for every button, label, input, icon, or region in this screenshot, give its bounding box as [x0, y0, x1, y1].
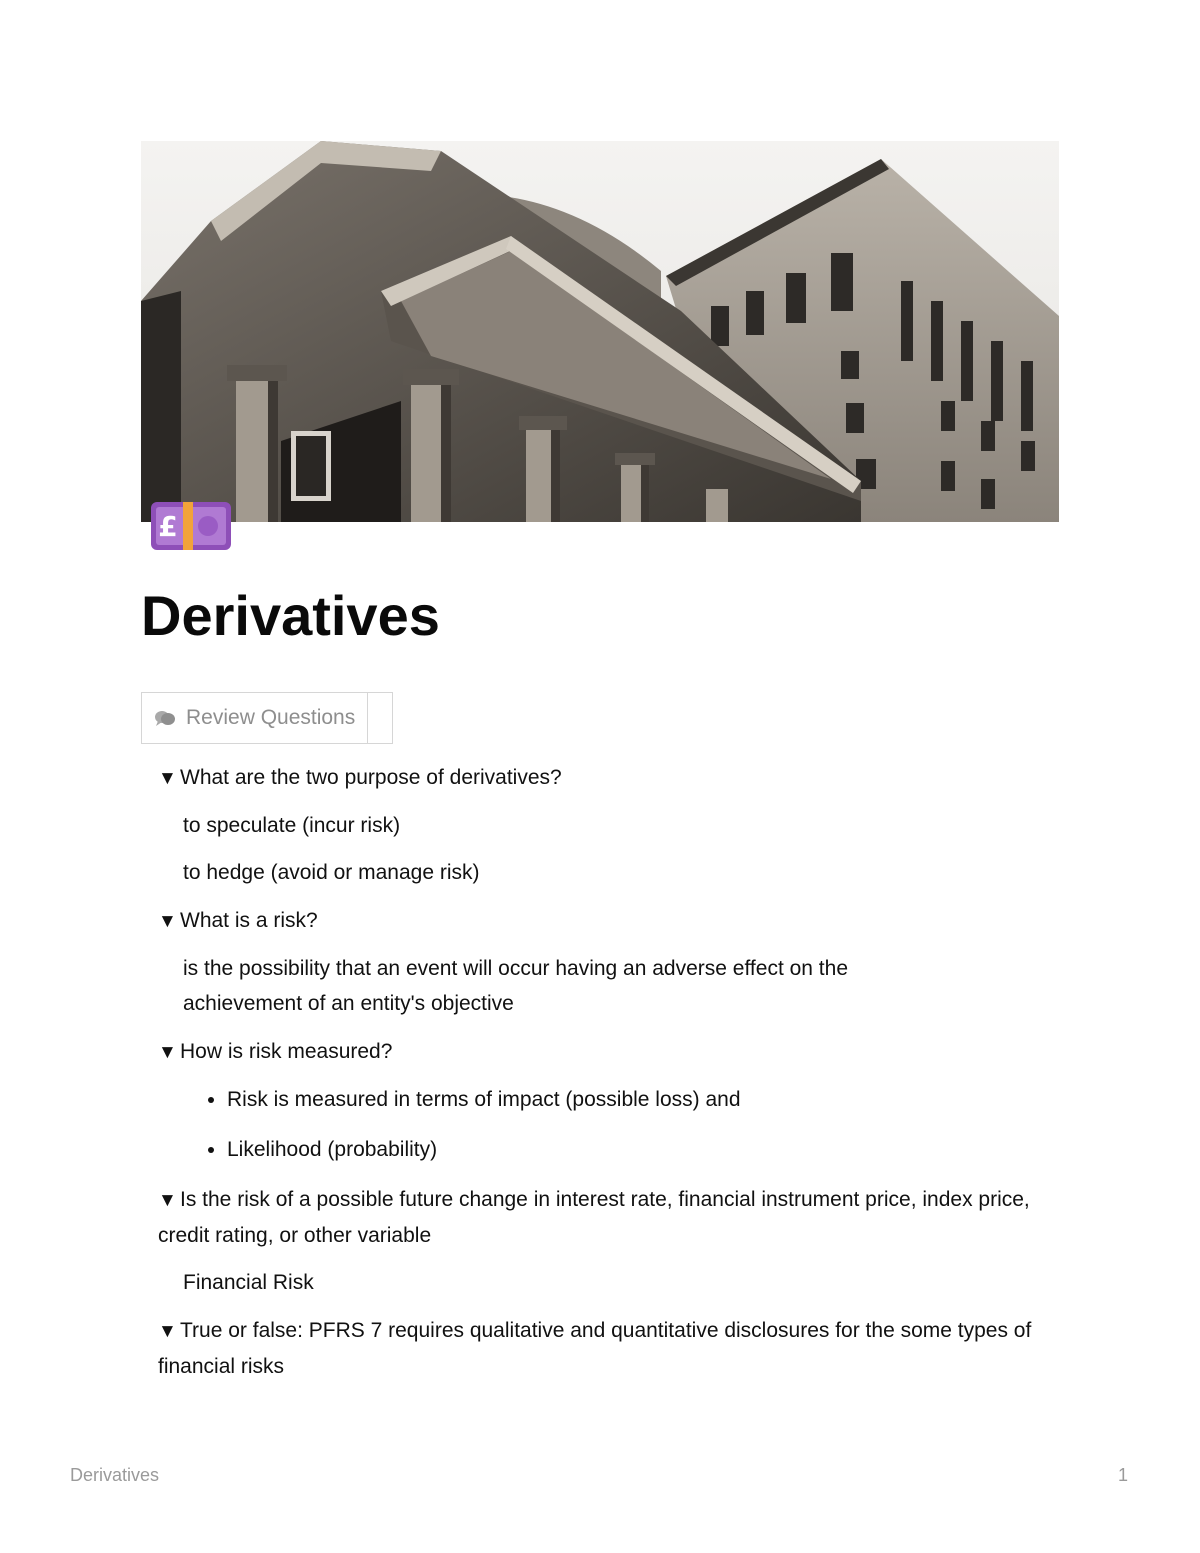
tag-empty-cell — [368, 693, 392, 743]
footer-title: Derivatives — [70, 1465, 160, 1485]
toggle-list — [158, 760, 1058, 1397]
answer-text: Financial Risk — [183, 1271, 314, 1294]
toggle-triangle-icon[interactable]: ▼ — [158, 768, 177, 789]
svg-text:£: £ — [158, 510, 178, 543]
tag-label: Review Questions — [186, 706, 356, 729]
toggle-question[interactable]: ▼ Is the risk of a possible future change in interest rate, financial instrument price, index price, credit rating, or other variable — [158, 1182, 1058, 1253]
toggle-triangle-icon[interactable]: ▼ — [158, 911, 177, 932]
page-number: 1 — [1118, 1465, 1129, 1485]
list-item: • Risk is measured in terms of impact (possible loss) and — [227, 1082, 1058, 1117]
toggle-triangle-icon[interactable]: ▼ — [158, 1190, 177, 1211]
toggle-answer — [158, 951, 1058, 1021]
tag-cell[interactable] — [142, 693, 368, 743]
toggle-block[interactable] — [158, 1313, 1058, 1384]
toggle-answer — [158, 808, 1058, 890]
cover-image — [141, 141, 1059, 522]
toggle-question[interactable]: ▼ What is a risk? — [158, 903, 1058, 939]
toggle-question[interactable]: ▼ What are the two purpose of derivatives? — [158, 760, 1058, 796]
toggle-question[interactable]: ▼ How is risk measured? — [158, 1034, 1058, 1070]
answer-text: is the possibility that an event will occur having an adverse effect on the achievement of an entity's objective — [183, 957, 848, 1015]
toggle-question[interactable]: ▼ True or false: PFRS 7 requires qualitative and quantitative disclosures for the some types of financial risks — [158, 1313, 1058, 1384]
answer-text: to hedge (avoid or manage risk) — [183, 861, 480, 884]
toggle-answer — [158, 1082, 1058, 1167]
toggle-triangle-icon[interactable]: ▼ — [158, 1321, 177, 1342]
bullet-list — [183, 1082, 1058, 1167]
toggle-triangle-icon[interactable]: ▼ — [158, 1042, 177, 1063]
toggle-block[interactable] — [158, 903, 1058, 1021]
page-title: Derivatives — [141, 584, 440, 647]
toggle-block[interactable] — [158, 760, 1058, 890]
chat-bubbles-icon — [154, 709, 176, 727]
review-questions-tag[interactable] — [141, 692, 393, 744]
pound-banknote-icon — [150, 500, 232, 552]
toggle-block[interactable] — [158, 1034, 1058, 1167]
bank-building-illustration — [141, 141, 1059, 522]
toggle-block[interactable] — [158, 1182, 1058, 1300]
toggle-answer — [158, 1265, 1058, 1300]
answer-text: to speculate (incur risk) — [183, 814, 401, 837]
list-item: • Likelihood (probability) — [227, 1132, 1058, 1167]
